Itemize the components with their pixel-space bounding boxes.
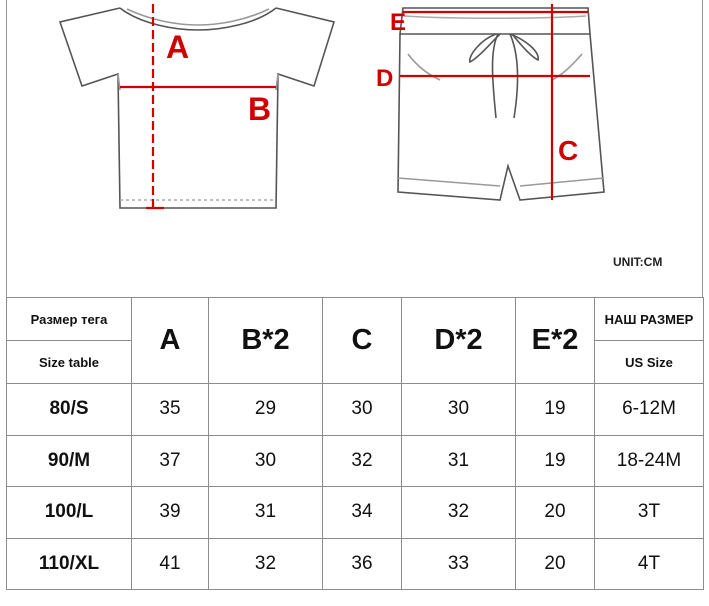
cell-a: 39 bbox=[132, 487, 209, 539]
header-size-table: Size table bbox=[7, 341, 132, 384]
column-header: A bbox=[132, 298, 209, 384]
cell-b: 31 bbox=[209, 487, 323, 539]
shorts-label-e: E bbox=[390, 9, 407, 36]
cell-us-size: 6-12M bbox=[595, 384, 704, 436]
unit-label: UNIT:CM bbox=[613, 255, 663, 269]
cell-e: 19 bbox=[516, 435, 595, 487]
cell-c: 36 bbox=[323, 538, 402, 590]
tshirt-sketch bbox=[60, 8, 334, 208]
shorts-sketch bbox=[398, 8, 604, 200]
cell-a: 37 bbox=[132, 435, 209, 487]
table-header-row bbox=[7, 298, 704, 341]
column-header: B*2 bbox=[209, 298, 323, 384]
tshirt-label-b: B bbox=[248, 91, 272, 127]
cell-us-size: 4T bbox=[595, 538, 704, 590]
size-table bbox=[6, 297, 704, 590]
cell-e: 20 bbox=[516, 538, 595, 590]
shorts-label-d: D bbox=[376, 65, 394, 92]
column-header: C bbox=[323, 298, 402, 384]
cell-d: 33 bbox=[402, 538, 516, 590]
header-our-size: НАШ РАЗМЕР bbox=[595, 298, 704, 341]
cell-d: 31 bbox=[402, 435, 516, 487]
table-row bbox=[7, 384, 704, 436]
cell-c: 32 bbox=[323, 435, 402, 487]
table-row bbox=[7, 435, 704, 487]
cell-b: 29 bbox=[209, 384, 323, 436]
header-tag-size: Размер тега bbox=[7, 298, 132, 341]
measurement-diagram bbox=[0, 0, 709, 297]
column-header: D*2 bbox=[402, 298, 516, 384]
cell-us-size: 18-24M bbox=[595, 435, 704, 487]
cell-a: 35 bbox=[132, 384, 209, 436]
cell-us-size: 3T bbox=[595, 487, 704, 539]
row-tag-size: 80/S bbox=[7, 384, 132, 436]
column-header: E*2 bbox=[516, 298, 595, 384]
row-tag-size: 90/M bbox=[7, 435, 132, 487]
cell-b: 30 bbox=[209, 435, 323, 487]
cell-d: 32 bbox=[402, 487, 516, 539]
shorts-label-c: C bbox=[558, 135, 579, 166]
table-row bbox=[7, 487, 704, 539]
cell-e: 19 bbox=[516, 384, 595, 436]
cell-c: 34 bbox=[323, 487, 402, 539]
table-row bbox=[7, 538, 704, 590]
cell-a: 41 bbox=[132, 538, 209, 590]
cell-c: 30 bbox=[323, 384, 402, 436]
header-us-size: US Size bbox=[595, 341, 704, 384]
row-tag-size: 100/L bbox=[7, 487, 132, 539]
cell-d: 30 bbox=[402, 384, 516, 436]
tshirt-label-a: A bbox=[166, 29, 190, 65]
cell-e: 20 bbox=[516, 487, 595, 539]
row-tag-size: 110/XL bbox=[7, 538, 132, 590]
cell-b: 32 bbox=[209, 538, 323, 590]
